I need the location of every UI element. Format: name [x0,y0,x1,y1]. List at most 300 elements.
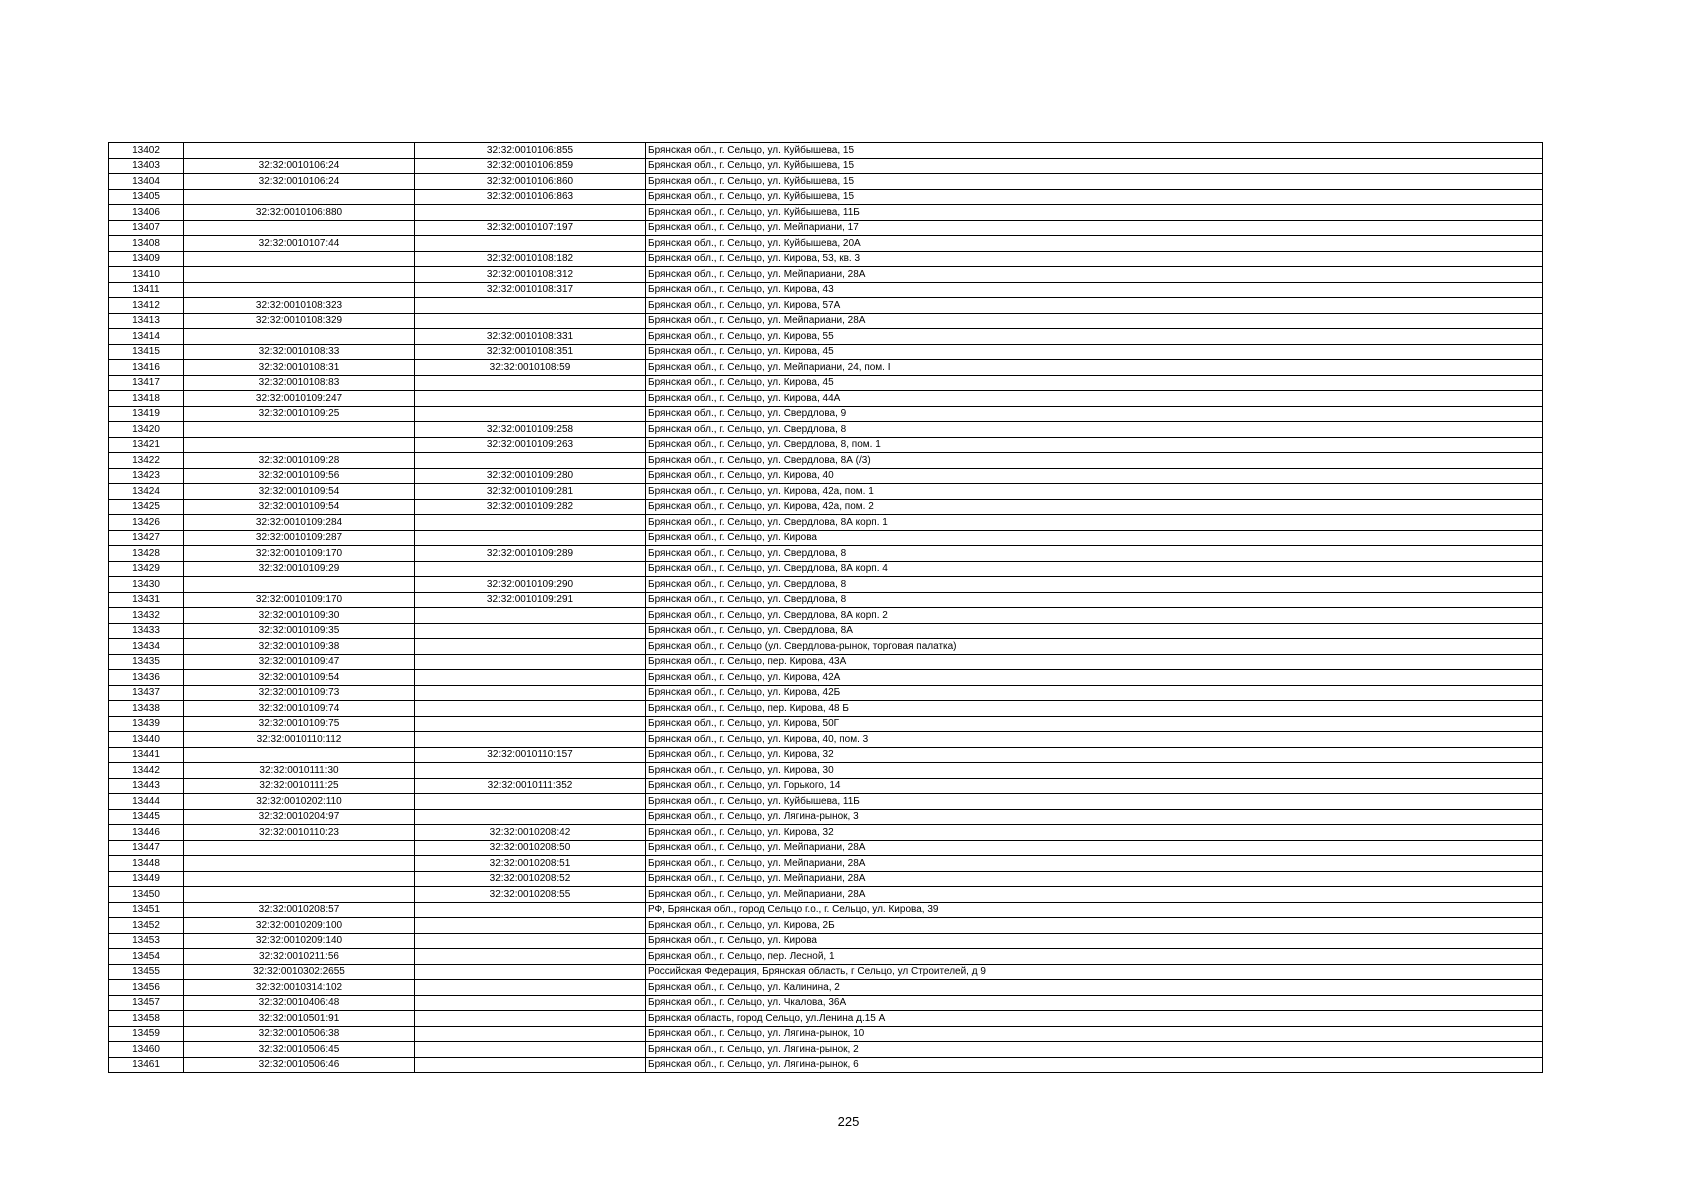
table-row [109,468,1543,484]
cadastral-number-cell [184,856,415,872]
table-row [109,251,1543,267]
cadastral-number-cell: 32:32:0010109:54 [184,484,415,500]
row-number-cell: 13409 [109,251,184,267]
address-cell: Брянская обл., г. Сельцо, ул. Горького, 14 [646,778,1543,794]
object-cadastral-number-cell [415,205,646,221]
object-cadastral-number-cell: 32:32:0010106:855 [415,143,646,159]
row-number-cell: 13416 [109,360,184,376]
row-number-cell: 13414 [109,329,184,345]
row-number-cell: 13458 [109,1011,184,1027]
table-row [109,267,1543,283]
row-number-cell: 13455 [109,964,184,980]
table-row [109,902,1543,918]
cadastral-number-cell: 32:32:0010109:29 [184,561,415,577]
row-number-cell: 13403 [109,158,184,174]
row-number-cell: 13439 [109,716,184,732]
address-cell: Брянская обл., г. Сельцо, ул. Калинина, 2 [646,980,1543,996]
row-number-cell: 13430 [109,577,184,593]
cadastral-number-cell: 32:32:0010109:287 [184,530,415,546]
table-row [109,205,1543,221]
address-cell: Брянская обл., г. Сельцо, ул. Кирова, 32 [646,747,1543,763]
row-number-cell: 13432 [109,608,184,624]
object-cadastral-number-cell [415,1011,646,1027]
object-cadastral-number-cell [415,623,646,639]
table-row [109,375,1543,391]
row-number-cell: 13408 [109,236,184,252]
row-number-cell: 13457 [109,995,184,1011]
table-row [109,422,1543,438]
cadastral-number-cell [184,329,415,345]
cadastral-number-cell: 32:32:0010208:57 [184,902,415,918]
row-number-cell: 13435 [109,654,184,670]
registry-table [108,142,1543,1073]
row-number-cell: 13418 [109,391,184,407]
cadastral-number-cell [184,220,415,236]
cadastral-number-cell: 32:32:0010108:31 [184,360,415,376]
row-number-cell: 13402 [109,143,184,159]
cadastral-number-cell: 32:32:0010109:54 [184,499,415,515]
cadastral-number-cell: 32:32:0010109:75 [184,716,415,732]
table-row [109,360,1543,376]
object-cadastral-number-cell [415,732,646,748]
table-row [109,391,1543,407]
object-cadastral-number-cell: 32:32:0010110:157 [415,747,646,763]
row-number-cell: 13442 [109,763,184,779]
object-cadastral-number-cell: 32:32:0010106:860 [415,174,646,190]
table-row [109,1011,1543,1027]
row-number-cell: 13431 [109,592,184,608]
row-number-cell: 13421 [109,437,184,453]
address-cell: Брянская обл., г. Сельцо, ул. Свердлова, 8 [646,592,1543,608]
table-row [109,825,1543,841]
row-number-cell: 13420 [109,422,184,438]
cadastral-number-cell: 32:32:0010109:35 [184,623,415,639]
object-cadastral-number-cell [415,763,646,779]
object-cadastral-number-cell [415,561,646,577]
cadastral-number-cell: 32:32:0010111:30 [184,763,415,779]
table-row [109,236,1543,252]
cadastral-number-cell [184,840,415,856]
cadastral-number-cell: 32:32:0010109:56 [184,468,415,484]
table-row [109,592,1543,608]
object-cadastral-number-cell [415,794,646,810]
cadastral-number-cell [184,189,415,205]
cadastral-number-cell: 32:32:0010108:323 [184,298,415,314]
address-cell: Брянская обл., г. Сельцо, ул. Мейпариани, 28А [646,313,1543,329]
cadastral-number-cell: 32:32:0010204:97 [184,809,415,825]
object-cadastral-number-cell [415,639,646,655]
address-cell: Брянская обл., г. Сельцо, ул. Мейпариани, 28А [646,840,1543,856]
cadastral-number-cell: 32:32:0010107:44 [184,236,415,252]
address-cell: Брянская обл., г. Сельцо, пер. Кирова, 43А [646,654,1543,670]
table-row [109,561,1543,577]
table-row [109,918,1543,934]
cadastral-number-cell [184,437,415,453]
table-row [109,623,1543,639]
address-cell: Брянская обл., г. Сельцо, ул. Свердлова, 8А корп. 4 [646,561,1543,577]
table-row [109,685,1543,701]
row-number-cell: 13456 [109,980,184,996]
object-cadastral-number-cell [415,654,646,670]
object-cadastral-number-cell [415,313,646,329]
address-cell: Брянская обл., г. Сельцо, ул. Свердлова, 8А (/3) [646,453,1543,469]
cadastral-number-cell: 32:32:0010106:24 [184,158,415,174]
object-cadastral-number-cell [415,391,646,407]
cadastral-number-cell: 32:32:0010109:25 [184,406,415,422]
object-cadastral-number-cell [415,933,646,949]
address-cell: Брянская обл., г. Сельцо, ул. Кирова, 50Г [646,716,1543,732]
cadastral-number-cell: 32:32:0010211:56 [184,949,415,965]
cadastral-number-cell: 32:32:0010506:46 [184,1057,415,1073]
object-cadastral-number-cell: 32:32:0010109:291 [415,592,646,608]
table-row [109,716,1543,732]
row-number-cell: 13419 [109,406,184,422]
page-number: 225 [837,1114,860,1129]
address-cell: Брянская обл., г. Сельцо, ул. Куйбышева, 15 [646,158,1543,174]
address-cell: Брянская обл., г. Сельцо, ул. Кирова, 53, кв. 3 [646,251,1543,267]
cadastral-number-cell: 32:32:0010108:83 [184,375,415,391]
table-row [109,887,1543,903]
object-cadastral-number-cell [415,809,646,825]
address-cell: Брянская обл., г. Сельцо, ул. Свердлова, 8А [646,623,1543,639]
cadastral-number-cell: 32:32:0010109:30 [184,608,415,624]
cadastral-number-cell [184,267,415,283]
table-row [109,453,1543,469]
address-cell: Брянская обл., г. Сельцо, ул. Куйбышева, 11Б [646,205,1543,221]
address-cell: Брянская обл., г. Сельцо, ул. Чкалова, 36А [646,995,1543,1011]
object-cadastral-number-cell: 32:32:0010208:42 [415,825,646,841]
object-cadastral-number-cell: 32:32:0010111:352 [415,778,646,794]
address-cell: Брянская обл., г. Сельцо, ул. Свердлова, 8А корп. 2 [646,608,1543,624]
cadastral-number-cell [184,577,415,593]
row-number-cell: 13436 [109,670,184,686]
object-cadastral-number-cell: 32:32:0010109:290 [415,577,646,593]
address-cell: Брянская обл., г. Сельцо, ул. Кирова, 42Б [646,685,1543,701]
table-row [109,933,1543,949]
address-cell: Брянская обл., г. Сельцо, ул. Кирова, 32 [646,825,1543,841]
address-cell: Брянская область, город Сельцо, ул.Ленина д.15 А [646,1011,1543,1027]
object-cadastral-number-cell: 32:32:0010109:289 [415,546,646,562]
cadastral-number-cell: 32:32:0010110:23 [184,825,415,841]
table-row [109,747,1543,763]
table-row [109,856,1543,872]
table-row [109,515,1543,531]
address-cell: Брянская обл., г. Сельцо, ул. Свердлова, 8 [646,422,1543,438]
table-row [109,406,1543,422]
address-cell: Брянская обл., г. Сельцо, ул. Кирова, 44А [646,391,1543,407]
object-cadastral-number-cell: 32:32:0010109:280 [415,468,646,484]
address-cell: Брянская обл., г. Сельцо, ул. Кирова, 57А [646,298,1543,314]
cadastral-number-cell: 32:32:0010109:170 [184,546,415,562]
row-number-cell: 13405 [109,189,184,205]
object-cadastral-number-cell [415,530,646,546]
row-number-cell: 13407 [109,220,184,236]
cadastral-number-cell: 32:32:0010110:112 [184,732,415,748]
object-cadastral-number-cell: 32:32:0010208:52 [415,871,646,887]
table-row [109,189,1543,205]
address-cell: Брянская обл., г. Сельцо, ул. Свердлова, 8 [646,577,1543,593]
cadastral-number-cell: 32:32:0010109:73 [184,685,415,701]
cadastral-number-cell: 32:32:0010406:48 [184,995,415,1011]
object-cadastral-number-cell [415,670,646,686]
cadastral-number-cell: 32:32:0010109:284 [184,515,415,531]
address-cell: Брянская обл., г. Сельцо, ул. Мейпариани, 28А [646,856,1543,872]
table-row [109,794,1543,810]
cadastral-number-cell [184,251,415,267]
table-row [109,1042,1543,1058]
table-row [109,809,1543,825]
object-cadastral-number-cell: 32:32:0010108:317 [415,282,646,298]
address-cell: Брянская обл., г. Сельцо, ул. Лягина-рынок, 6 [646,1057,1543,1073]
cadastral-number-cell: 32:32:0010106:880 [184,205,415,221]
object-cadastral-number-cell: 32:32:0010208:55 [415,887,646,903]
address-cell: Брянская обл., г. Сельцо, ул. Кирова, 43 [646,282,1543,298]
table-row [109,871,1543,887]
address-cell: Брянская обл., г. Сельцо, ул. Кирова, 40, пом. 3 [646,732,1543,748]
object-cadastral-number-cell: 32:32:0010108:331 [415,329,646,345]
row-number-cell: 13423 [109,468,184,484]
row-number-cell: 13437 [109,685,184,701]
cadastral-number-cell: 32:32:0010506:45 [184,1042,415,1058]
address-cell: Брянская обл., г. Сельцо, ул. Куйбышева, 15 [646,189,1543,205]
address-cell: Брянская обл., г. Сельцо, ул. Лягина-рынок, 10 [646,1026,1543,1042]
table-body [109,143,1543,1073]
address-cell: Брянская обл., г. Сельцо, ул. Кирова, 42А [646,670,1543,686]
object-cadastral-number-cell: 32:32:0010107:197 [415,220,646,236]
cadastral-number-cell: 32:32:0010302:2655 [184,964,415,980]
row-number-cell: 13422 [109,453,184,469]
object-cadastral-number-cell [415,995,646,1011]
address-cell: Брянская обл., г. Сельцо, ул. Кирова, 30 [646,763,1543,779]
table-row [109,143,1543,159]
address-cell: Брянская обл., г. Сельцо, ул. Свердлова, 9 [646,406,1543,422]
table-row [109,1057,1543,1073]
address-cell: Брянская обл., г. Сельцо, ул. Куйбышева, 11Б [646,794,1543,810]
row-number-cell: 13440 [109,732,184,748]
object-cadastral-number-cell: 32:32:0010109:258 [415,422,646,438]
address-cell: Брянская обл., г. Сельцо, ул. Куйбышева, 20А [646,236,1543,252]
row-number-cell: 13459 [109,1026,184,1042]
table-row [109,639,1543,655]
object-cadastral-number-cell: 32:32:0010109:281 [415,484,646,500]
table-row [109,608,1543,624]
address-cell: Брянская обл., г. Сельцо, ул. Кирова, 55 [646,329,1543,345]
row-number-cell: 13454 [109,949,184,965]
row-number-cell: 13446 [109,825,184,841]
address-cell: Брянская обл., г. Сельцо, ул. Кирова, 40 [646,468,1543,484]
object-cadastral-number-cell [415,515,646,531]
row-number-cell: 13413 [109,313,184,329]
table-row [109,546,1543,562]
table-row [109,778,1543,794]
row-number-cell: 13429 [109,561,184,577]
cadastral-number-cell: 32:32:0010108:33 [184,344,415,360]
row-number-cell: 13425 [109,499,184,515]
table-row [109,670,1543,686]
object-cadastral-number-cell [415,701,646,717]
cadastral-number-cell: 32:32:0010314:102 [184,980,415,996]
cadastral-number-cell: 32:32:0010501:91 [184,1011,415,1027]
object-cadastral-number-cell: 32:32:0010109:282 [415,499,646,515]
cadastral-number-cell: 32:32:0010202:110 [184,794,415,810]
cadastral-number-cell: 32:32:0010109:170 [184,592,415,608]
address-cell: Брянская обл., г. Сельцо, пер. Лесной, 1 [646,949,1543,965]
row-number-cell: 13424 [109,484,184,500]
object-cadastral-number-cell [415,406,646,422]
object-cadastral-number-cell [415,964,646,980]
object-cadastral-number-cell [415,453,646,469]
address-cell: Брянская обл., г. Сельцо, ул. Мейпариани, 28А [646,887,1543,903]
address-cell: Брянская обл., г. Сельцо, ул. Кирова, 45 [646,344,1543,360]
object-cadastral-number-cell [415,298,646,314]
object-cadastral-number-cell: 32:32:0010108:351 [415,344,646,360]
object-cadastral-number-cell: 32:32:0010108:59 [415,360,646,376]
table-row [109,499,1543,515]
cadastral-number-cell: 32:32:0010109:247 [184,391,415,407]
address-cell: Брянская обл., г. Сельцо, ул. Мейпариани, 28А [646,267,1543,283]
table-row [109,313,1543,329]
object-cadastral-number-cell [415,980,646,996]
row-number-cell: 13427 [109,530,184,546]
address-cell: Брянская обл., г. Сельцо, ул. Кирова, 42а, пом. 2 [646,499,1543,515]
row-number-cell: 13426 [109,515,184,531]
row-number-cell: 13443 [109,778,184,794]
cadastral-number-cell: 32:32:0010506:38 [184,1026,415,1042]
address-cell: Брянская обл., г. Сельцо, ул. Кирова, 2Б [646,918,1543,934]
table-row [109,732,1543,748]
cadastral-number-cell [184,422,415,438]
row-number-cell: 13434 [109,639,184,655]
cadastral-number-cell: 32:32:0010109:47 [184,654,415,670]
cadastral-number-cell: 32:32:0010109:74 [184,701,415,717]
table-row [109,158,1543,174]
table-row [109,1026,1543,1042]
row-number-cell: 13452 [109,918,184,934]
object-cadastral-number-cell [415,902,646,918]
table-row [109,298,1543,314]
address-cell: Брянская обл., г. Сельцо, ул. Свердлова, 8А корп. 1 [646,515,1543,531]
object-cadastral-number-cell [415,236,646,252]
object-cadastral-number-cell [415,1057,646,1073]
object-cadastral-number-cell: 32:32:0010109:263 [415,437,646,453]
row-number-cell: 13410 [109,267,184,283]
table-row [109,949,1543,965]
address-cell: Брянская обл., г. Сельцо, ул. Мейпариани, 17 [646,220,1543,236]
object-cadastral-number-cell [415,375,646,391]
row-number-cell: 13441 [109,747,184,763]
address-cell: Брянская обл., г. Сельцо, ул. Мейпариани, 28А [646,871,1543,887]
row-number-cell: 13428 [109,546,184,562]
cadastral-number-cell: 32:32:0010109:38 [184,639,415,655]
row-number-cell: 13451 [109,902,184,918]
address-cell: Брянская обл., г. Сельцо, ул. Кирова, 42а, пом. 1 [646,484,1543,500]
object-cadastral-number-cell [415,918,646,934]
address-cell: Брянская обл., г. Сельцо, ул. Куйбышева, 15 [646,174,1543,190]
row-number-cell: 13438 [109,701,184,717]
cadastral-number-cell [184,143,415,159]
table-row [109,344,1543,360]
row-number-cell: 13433 [109,623,184,639]
cadastral-number-cell: 32:32:0010109:28 [184,453,415,469]
table-row [109,701,1543,717]
row-number-cell: 13415 [109,344,184,360]
row-number-cell: 13453 [109,933,184,949]
object-cadastral-number-cell: 32:32:0010106:863 [415,189,646,205]
address-cell: Брянская обл., г. Сельцо, ул. Кирова, 45 [646,375,1543,391]
cadastral-number-cell: 32:32:0010209:140 [184,933,415,949]
cadastral-number-cell [184,887,415,903]
row-number-cell: 13411 [109,282,184,298]
row-number-cell: 13460 [109,1042,184,1058]
address-cell: Брянская обл., г. Сельцо, ул. Куйбышева, 15 [646,143,1543,159]
address-cell: Брянская обл., г. Сельцо, ул. Кирова [646,933,1543,949]
cadastral-number-cell: 32:32:0010209:100 [184,918,415,934]
row-number-cell: 13448 [109,856,184,872]
table-row [109,174,1543,190]
cadastral-number-cell [184,871,415,887]
cadastral-number-cell: 32:32:0010108:329 [184,313,415,329]
table-row [109,484,1543,500]
table-row [109,654,1543,670]
object-cadastral-number-cell: 32:32:0010108:312 [415,267,646,283]
object-cadastral-number-cell [415,1042,646,1058]
address-cell: Брянская обл., г. Сельцо, ул. Кирова [646,530,1543,546]
cadastral-number-cell: 32:32:0010111:25 [184,778,415,794]
row-number-cell: 13444 [109,794,184,810]
row-number-cell: 13404 [109,174,184,190]
row-number-cell: 13447 [109,840,184,856]
object-cadastral-number-cell: 32:32:0010208:51 [415,856,646,872]
address-cell: Брянская обл., г. Сельцо, ул. Лягина-рынок, 2 [646,1042,1543,1058]
address-cell: Брянская обл., г. Сельцо, ул. Мейпариани, 24, пом. I [646,360,1543,376]
table-row [109,577,1543,593]
cadastral-number-cell: 32:32:0010109:54 [184,670,415,686]
table-row [109,964,1543,980]
address-cell: Брянская обл., г. Сельцо (ул. Свердлова-рынок, торговая палатка) [646,639,1543,655]
row-number-cell: 13450 [109,887,184,903]
address-cell: Брянская обл., г. Сельцо, ул. Свердлова, 8 [646,546,1543,562]
table-row [109,995,1543,1011]
address-cell: Российская Федерация, Брянская область, г Сельцо, ул Строителей, д 9 [646,964,1543,980]
cadastral-number-cell: 32:32:0010106:24 [184,174,415,190]
table-row [109,840,1543,856]
object-cadastral-number-cell [415,608,646,624]
object-cadastral-number-cell [415,716,646,732]
row-number-cell: 13412 [109,298,184,314]
table-row [109,282,1543,298]
table-row [109,763,1543,779]
row-number-cell: 13449 [109,871,184,887]
cadastral-number-cell [184,747,415,763]
address-cell: Брянская обл., г. Сельцо, ул. Лягина-рынок, 3 [646,809,1543,825]
address-cell: Брянская обл., г. Сельцо, пер. Кирова, 48 Б [646,701,1543,717]
table-row [109,437,1543,453]
table-row [109,329,1543,345]
table-row [109,980,1543,996]
address-cell: Брянская обл., г. Сельцо, ул. Свердлова, 8, пом. 1 [646,437,1543,453]
object-cadastral-number-cell [415,1026,646,1042]
table-row [109,530,1543,546]
cadastral-number-cell [184,282,415,298]
object-cadastral-number-cell: 32:32:0010108:182 [415,251,646,267]
address-cell: РФ, Брянская обл., город Сельцо г.о., г. Сельцо, ул. Кирова, 39 [646,902,1543,918]
table-row [109,220,1543,236]
row-number-cell: 13461 [109,1057,184,1073]
object-cadastral-number-cell: 32:32:0010208:50 [415,840,646,856]
object-cadastral-number-cell [415,685,646,701]
row-number-cell: 13417 [109,375,184,391]
object-cadastral-number-cell: 32:32:0010106:859 [415,158,646,174]
